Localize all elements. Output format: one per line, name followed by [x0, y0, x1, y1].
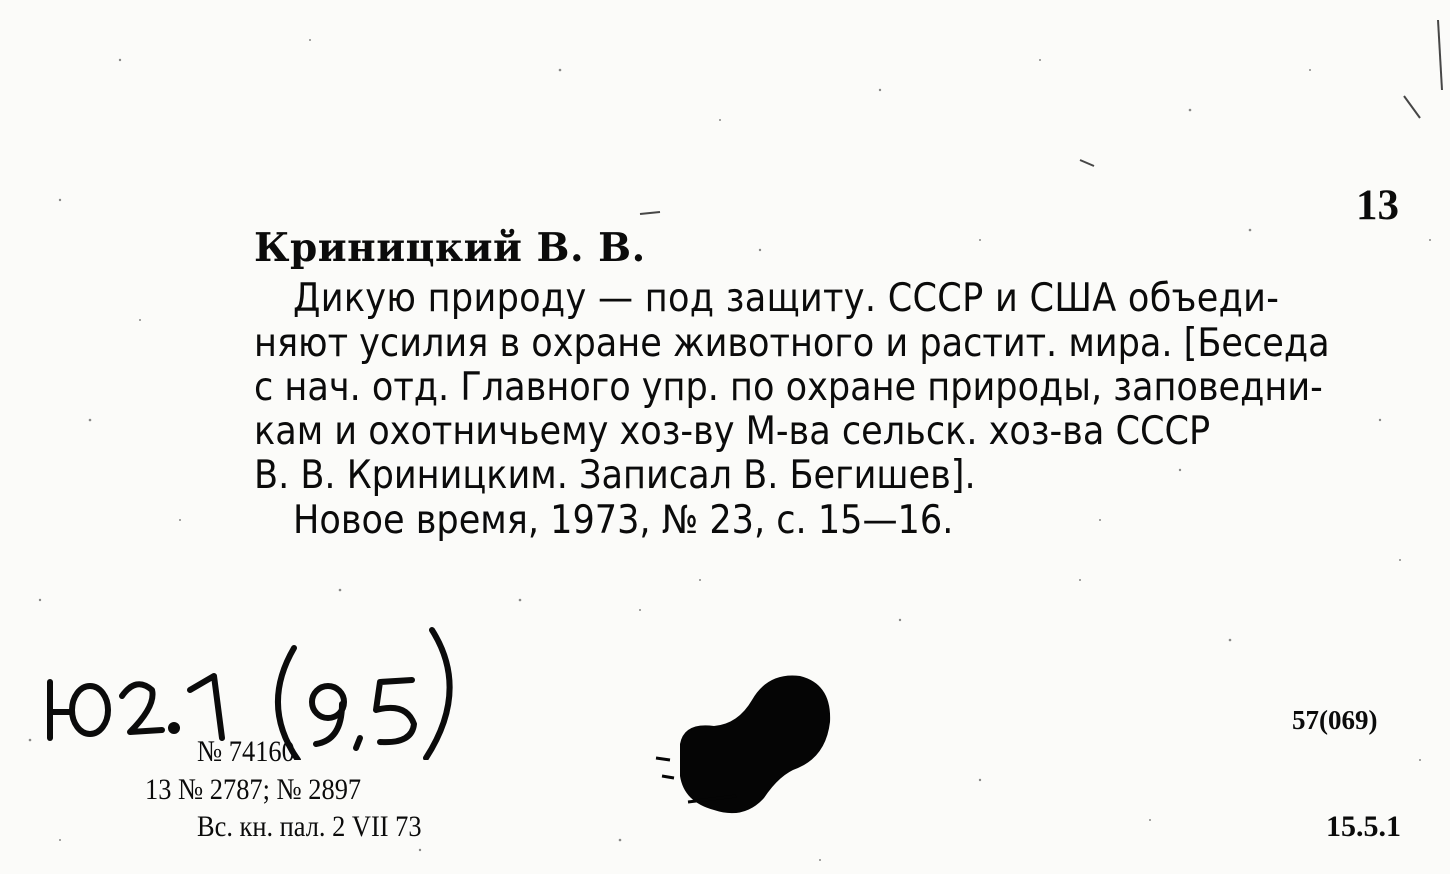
annotation-line-3: с нач. отд. Главного упр. по охране природы, заповедни-: [254, 365, 1323, 410]
source-line: Новое время, 1973, № 23, с. 15—16.: [293, 498, 954, 543]
annotation-line-5: В. В. Криницким. Записал В. Бегишев].: [254, 453, 976, 498]
card-numbers-line: 13 № 2787; № 2897: [145, 773, 362, 806]
annotation-line-1: Дикую природу — под защиту. СССР и США объеди-: [293, 276, 1280, 321]
udc-code: 57(069): [1292, 705, 1378, 735]
author-heading: Криницкий В. В.: [254, 225, 646, 271]
annotation-line-2: няют усилия в охране животного и растит. мира. [Беседа: [254, 321, 1330, 366]
card-number: 13: [1356, 182, 1399, 229]
annotation-line-4: кам и охотничьему хоз-ву М-ва сельск. хоз-ва СССР: [254, 409, 1211, 454]
registry-number: № 74160: [197, 735, 295, 768]
ink-blot: [640, 660, 840, 820]
book-chamber-line: Вс. кн. пал. 2 VII 73: [197, 810, 422, 843]
udc-secondary-code: 15.5.1: [1326, 810, 1401, 843]
